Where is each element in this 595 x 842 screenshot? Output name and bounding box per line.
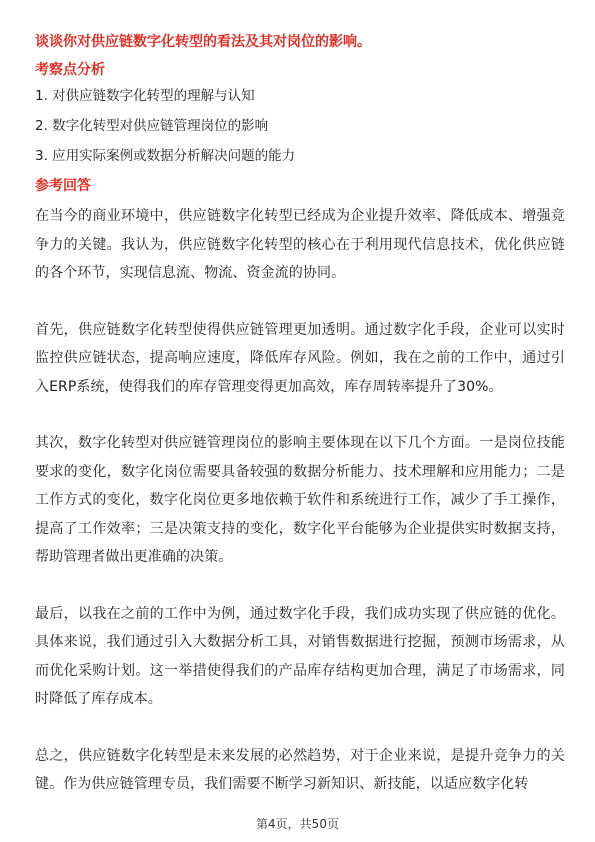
analysis-title: 考察点分析 [35, 62, 105, 78]
answer-paragraph: 首先，供应链数字化转型使得供应链管理更加透明。通过数字化手段，企业可以实时监控供应链状态，提高响应速度，降低库存风险。例如，我在之前的工作中，通过引入ERP系统，使得我们的库存管理变得更加高效，库存周转率提升了30%。 [35, 321, 565, 395]
answer-body [35, 202, 565, 799]
page-number-footer: 第4页，共50页 [256, 817, 339, 831]
answer-paragraph: 总之，供应链数字化转型是未来发展的必然趋势，对于企业来说，是提升竞争力的关键。作为供应链管理专员，我们需要不断学习新知识、新技能，以适应数字化转 [35, 747, 565, 792]
answer-title: 参考回答 [35, 178, 91, 194]
analysis-point: 1. 对供应链数字化转型的理解与认知 [35, 88, 255, 104]
analysis-point: 2. 数字化转型对供应链管理岗位的影响 [35, 118, 269, 134]
analysis-point-list [35, 86, 565, 166]
answer-paragraph: 其次，数字化转型对供应链管理岗位的影响主要体现在以下几个方面。一是岗位技能要求的变化，数字化岗位需要具备较强的数据分析能力、技术理解和应用能力；二是工作方式的变化，数字化岗位更多地依赖于软件和系统进行工作，减少了手工操作，提高了工作效率；三是决策支持的变化，数字化平台能够为企业提供实时数据支持，帮助管理者做出更准确的决策。 [35, 435, 565, 565]
answer-paragraph: 在当今的商业环境中，供应链数字化转型已经成为企业提升效率、降低成本、增强竞争力的关键。我认为，供应链数字化转型的核心在于利用现代信息技术，优化供应链的各个环节，实现信息流、物流、资金流的协同。 [35, 208, 565, 281]
document-page [35, 32, 565, 827]
analysis-point: 3. 应用实际案例或数据分析解决问题的能力 [35, 148, 296, 164]
answer-paragraph: 最后，以我在之前的工作中为例，通过数字化手段，我们成功实现了供应链的优化。具体来说，我们通过引入大数据分析工具，对销售数据进行挖掘，预测市场需求，从而优化采购计划。这一举措使得我们的产品库存结构更加合理，满足了市场需求，同时降低了库存成本。 [35, 605, 565, 707]
question-heading: 谈谈你对供应链数字化转型的看法及其对岗位的影响。 [35, 34, 371, 50]
